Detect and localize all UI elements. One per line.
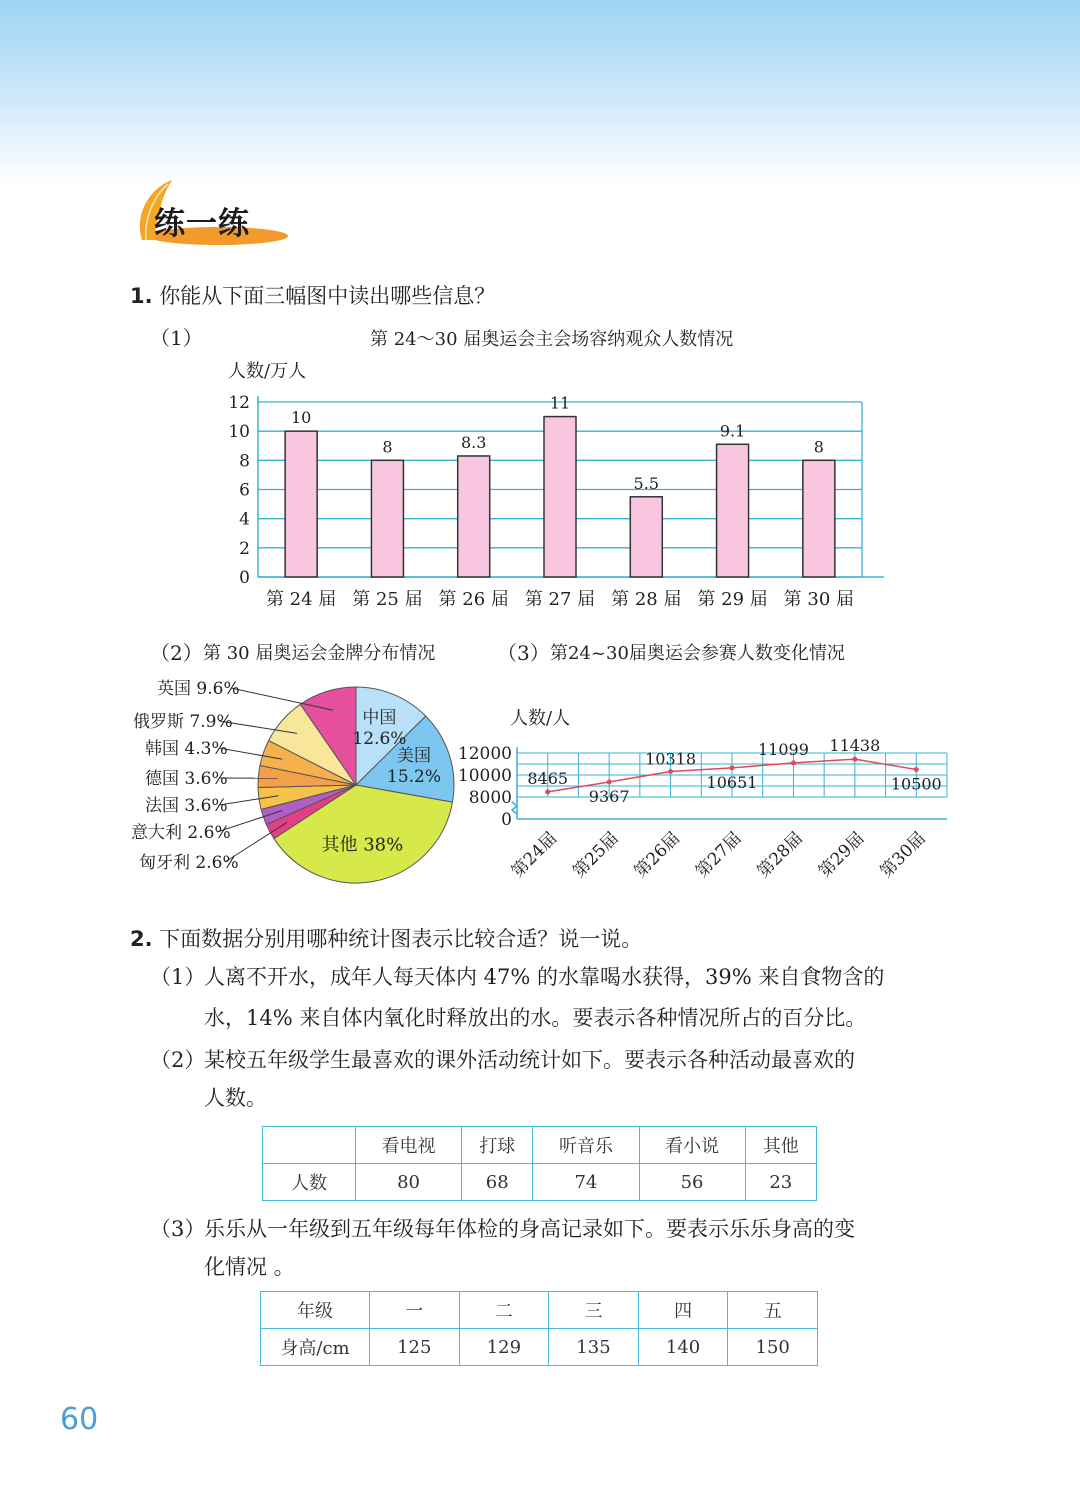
line-point xyxy=(607,779,612,784)
table-header-cell: 二 xyxy=(459,1292,549,1329)
table-header-cell: 五 xyxy=(728,1292,818,1329)
bar xyxy=(285,431,317,577)
table-header-cell: 看电视 xyxy=(356,1127,462,1164)
table-cell: 140 xyxy=(638,1329,728,1366)
line-point xyxy=(668,769,673,774)
bar-value-label: 10 xyxy=(290,408,312,428)
line-value-label: 8465 xyxy=(527,768,569,788)
table-cell: 68 xyxy=(462,1164,533,1201)
line-value-label: 11438 xyxy=(829,736,881,756)
bar-chart xyxy=(220,355,900,615)
bar-ytick-label: 8 xyxy=(239,451,250,472)
bar-chart-ylabel: 人数/万人 xyxy=(228,361,307,382)
line-chart-ylabel: 人数/人 xyxy=(510,708,571,729)
table-header-cell xyxy=(263,1127,356,1164)
pie-chart-title: 第 30 届奥运会金牌分布情况 xyxy=(203,643,436,664)
table-header-cell: 四 xyxy=(638,1292,728,1329)
line-point xyxy=(545,789,550,794)
table-cell: 150 xyxy=(728,1329,818,1366)
q2-item2-label: （2） xyxy=(150,1048,206,1072)
bar-x-label: 第 24 届 xyxy=(265,589,337,610)
bar-value-label: 9.1 xyxy=(719,421,746,441)
q2-item2-line2: 人数。 xyxy=(204,1086,267,1110)
line-value-label: 10651 xyxy=(706,772,758,792)
line-point xyxy=(914,767,919,772)
line-ytick-label: 12000 xyxy=(457,744,512,764)
bar xyxy=(458,456,490,577)
q1-sub1-label: （1） xyxy=(150,326,203,350)
bar xyxy=(803,460,835,577)
line-x-label: 第29届 xyxy=(814,828,869,882)
bar xyxy=(371,460,403,577)
bar-x-label: 第 25 届 xyxy=(352,589,423,610)
table-row-label: 身高/cm xyxy=(261,1329,370,1366)
pie-slice-label: 德国 3.6% xyxy=(145,769,228,789)
pie-slice-label: 法国 3.6% xyxy=(145,796,228,816)
section-badge xyxy=(128,178,288,250)
bar-value-label: 8 xyxy=(813,437,824,457)
q2-item3-line2: 化情况 。 xyxy=(204,1255,295,1279)
table-cell: 74 xyxy=(533,1164,639,1201)
table-header-cell: 一 xyxy=(370,1292,460,1329)
pie-slice-label: 俄罗斯 7.9% xyxy=(133,712,233,732)
pie-slice-label: 英国 9.6% xyxy=(157,679,240,699)
pie-slice-label: 意大利 2.6% xyxy=(131,823,231,843)
bar-x-label: 第 29 届 xyxy=(697,589,768,610)
pie-slice-value: 12.6% xyxy=(352,728,407,749)
bar-value-label: 5.5 xyxy=(633,473,660,493)
bar-x-label: 第 28 届 xyxy=(611,589,682,610)
table-header-cell: 其他 xyxy=(745,1127,816,1164)
line-value-label: 10500 xyxy=(890,774,942,794)
question-2-number: 2. xyxy=(130,927,153,951)
line-x-label: 第28届 xyxy=(753,828,807,882)
pie-slice-label: 匈牙利 2.6% xyxy=(139,853,239,873)
bar xyxy=(544,417,576,577)
q2-item3-line1: 乐乐从一年级到五年级每年体检的身高记录如下。要表示乐乐身高的变 xyxy=(204,1217,855,1241)
q2-item2-line1: 某校五年级学生最喜欢的课外活动统计如下。要表示各种活动最喜欢的 xyxy=(204,1048,855,1072)
line-x-label: 第27届 xyxy=(692,828,746,882)
page-number: 60 xyxy=(60,1402,99,1437)
q2-item1-line2: 水，14% 来自体内氧化时释放出的水。要表示各种情况所占的百分比。 xyxy=(204,1006,867,1030)
line-x-label: 第26届 xyxy=(630,828,685,882)
q1-sub3-label: （3） xyxy=(497,641,550,665)
bar-x-label: 第 30 届 xyxy=(783,589,855,610)
table-row xyxy=(261,1292,818,1329)
bar-value-label: 11 xyxy=(549,393,571,413)
table-header-cell: 看小说 xyxy=(639,1127,745,1164)
line-chart-title: 第24~30届奥运会参赛人数变化情况 xyxy=(550,643,845,664)
table-cell: 56 xyxy=(639,1164,745,1201)
pie-slice-label: 其他 38% xyxy=(321,834,404,856)
bar-value-label: 8.3 xyxy=(460,432,487,452)
header-band xyxy=(0,0,1080,185)
pie-slice-label: 中国 xyxy=(362,707,397,728)
question-1 xyxy=(130,282,495,310)
bar-value-label: 8 xyxy=(382,437,393,457)
table-cell: 129 xyxy=(459,1329,549,1366)
section-title: 练一练 xyxy=(154,206,250,242)
q2-item1-line1: 人离不开水，成年人每天体内 47% 的水靠喝水获得，39% 来自食物含的 xyxy=(204,965,885,989)
table-header-cell: 三 xyxy=(549,1292,639,1329)
q1-sub2-label: （2） xyxy=(150,641,203,665)
line-value-label: 10318 xyxy=(645,749,697,769)
bar-chart-title: 第 24～30 届奥运会主会场容纳观众人数情况 xyxy=(370,329,734,350)
table-header-cell: 打球 xyxy=(462,1127,533,1164)
line-point xyxy=(791,760,796,765)
table-row xyxy=(263,1164,817,1201)
bar-ytick-label: 2 xyxy=(239,538,250,559)
bar xyxy=(630,497,662,577)
table-row-label: 人数 xyxy=(263,1164,356,1201)
question-2-text: 下面数据分别用哪种统计图表示比较合适？说一说。 xyxy=(159,927,643,951)
line-point xyxy=(852,757,857,762)
bar-ytick-label: 6 xyxy=(239,480,250,501)
pie-slice-label: 韩国 4.3% xyxy=(145,739,228,759)
table-cell: 80 xyxy=(356,1164,462,1201)
bar-ytick-label: 0 xyxy=(239,568,250,588)
bar xyxy=(717,444,749,577)
table-cell: 125 xyxy=(370,1329,460,1366)
bar-x-label: 第 26 届 xyxy=(438,589,509,610)
bar-ytick-label: 4 xyxy=(239,509,250,530)
table-cell: 23 xyxy=(745,1164,816,1201)
line-value-label: 9367 xyxy=(588,786,630,806)
question-1-text: 你能从下面三幅图中读出哪些信息？ xyxy=(159,284,496,308)
line-value-label: 11099 xyxy=(757,739,809,759)
q2-item3-label: （3） xyxy=(150,1217,206,1241)
pie-chart xyxy=(125,670,470,895)
line-ytick-label: 0 xyxy=(501,810,512,830)
bar-x-label: 第 27 届 xyxy=(524,589,596,610)
table-cell: 135 xyxy=(549,1329,639,1366)
question-2 xyxy=(130,925,642,953)
pie-slice-label: 美国 xyxy=(397,745,432,766)
activity-table xyxy=(262,1126,817,1201)
line-chart xyxy=(455,700,955,895)
pie-slice-value: 15.2% xyxy=(387,766,442,787)
q2-item1-label: （1） xyxy=(150,965,206,989)
table-header-cell: 年级 xyxy=(261,1292,370,1329)
line-ytick-label: 8000 xyxy=(468,788,512,808)
bar-ytick-label: 10 xyxy=(228,422,250,443)
line-ytick-label: 10000 xyxy=(457,766,512,786)
table-row xyxy=(261,1329,818,1366)
line-point xyxy=(730,765,735,770)
question-1-number: 1. xyxy=(130,284,153,308)
line-x-label: 第30届 xyxy=(876,828,930,882)
table-header-cell: 听音乐 xyxy=(533,1127,639,1164)
line-x-label: 第25届 xyxy=(569,828,623,882)
line-x-label: 第24届 xyxy=(507,828,562,882)
table-row xyxy=(263,1127,817,1164)
height-table xyxy=(260,1291,818,1366)
bar-ytick-label: 12 xyxy=(228,393,250,413)
